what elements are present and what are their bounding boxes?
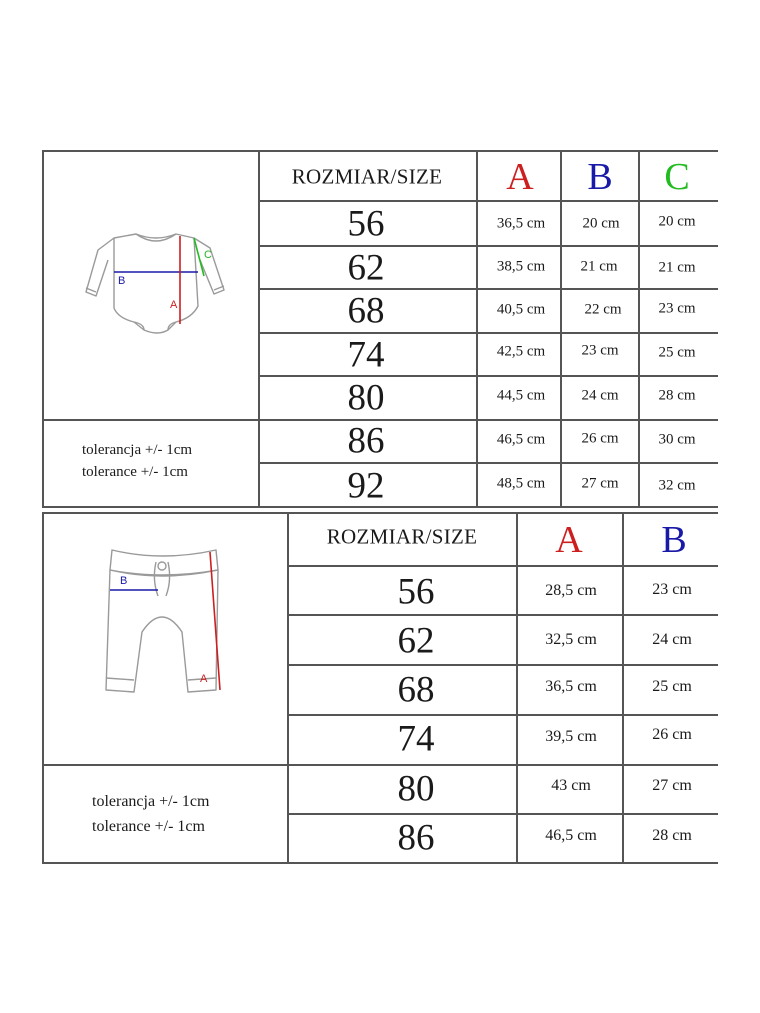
size-value: 74	[347, 334, 385, 376]
measure-b: 26 cm	[581, 430, 619, 447]
tolerance-pl: tolerancja +/- 1cm	[92, 793, 210, 810]
row-divider	[258, 245, 718, 247]
row-divider	[287, 813, 718, 815]
col-header-b: B	[587, 156, 613, 198]
tolerance-note	[92, 789, 209, 839]
measure-b: 24 cm	[652, 631, 692, 648]
measure-b: 21 cm	[580, 258, 618, 275]
measure-c: 20 cm	[658, 213, 696, 230]
measure-a: 42,5 cm	[496, 343, 546, 360]
row-divider	[287, 714, 718, 716]
measure-b: 28 cm	[652, 827, 692, 844]
row-divider	[287, 664, 718, 666]
size-value: 92	[347, 465, 385, 507]
col-divider	[476, 150, 478, 507]
row-divider	[258, 332, 718, 334]
col-header-a: A	[506, 156, 534, 198]
measure-b: 27 cm	[581, 475, 619, 492]
size-value: 86	[347, 420, 385, 462]
diagram-label-a: A	[200, 673, 208, 685]
measure-c: 32 cm	[658, 477, 696, 494]
measure-a: 28,5 cm	[545, 582, 597, 599]
measure-a: 48,5 cm	[496, 475, 546, 492]
row-divider	[258, 462, 718, 464]
measure-a: 38,5 cm	[496, 258, 546, 275]
size-value: 86	[397, 817, 435, 859]
tolerance-note	[82, 439, 192, 483]
measure-c: 25 cm	[658, 344, 696, 361]
col-divider	[516, 512, 518, 863]
row-divider	[258, 288, 718, 290]
measure-c: 30 cm	[658, 431, 696, 448]
col-divider	[638, 150, 640, 507]
measure-b: 23 cm	[652, 581, 692, 598]
size-value: 62	[347, 247, 385, 289]
measure-a: 43 cm	[551, 777, 591, 794]
size-value: 68	[347, 290, 385, 332]
row-divider	[258, 375, 718, 377]
measure-b: 24 cm	[581, 387, 619, 404]
col-header-b: B	[661, 519, 687, 561]
measure-b: 20 cm	[582, 215, 620, 232]
diagram-label-a: A	[170, 299, 178, 311]
measure-a: 46,5 cm	[545, 827, 597, 844]
size-value: 56	[397, 571, 435, 613]
measure-c: 28 cm	[658, 387, 696, 404]
size-value: 80	[397, 768, 435, 810]
measure-a: 44,5 cm	[496, 387, 546, 404]
col-header-c: C	[664, 156, 690, 198]
measure-a: 36,5 cm	[545, 678, 597, 695]
diagram-label-c: C	[204, 249, 212, 261]
row-divider	[42, 764, 718, 766]
measure-a: 40,5 cm	[496, 301, 546, 318]
measure-b: 25 cm	[652, 678, 692, 695]
pants-diagram	[98, 540, 248, 710]
size-value: 80	[347, 377, 385, 419]
table-border	[42, 150, 718, 152]
table-border	[42, 512, 718, 514]
measure-c: 21 cm	[658, 259, 696, 276]
row-divider	[287, 614, 718, 616]
measure-a: 32,5 cm	[545, 631, 597, 648]
size-value: 74	[397, 718, 435, 760]
measure-b: 22 cm	[584, 301, 622, 318]
size-value: 56	[347, 203, 385, 245]
row-divider	[287, 565, 718, 567]
size-header: ROZMIAR/SIZE	[291, 164, 443, 189]
measure-c: 23 cm	[658, 300, 696, 317]
diagram-label-b: B	[120, 575, 128, 587]
col-divider	[258, 150, 260, 507]
table-border	[42, 150, 44, 507]
measure-a: 46,5 cm	[496, 431, 546, 448]
measure-a: 39,5 cm	[545, 728, 597, 745]
col-divider	[622, 512, 624, 863]
col-header-a: A	[555, 519, 583, 561]
measure-a: 36,5 cm	[496, 215, 546, 232]
size-value: 62	[397, 620, 435, 662]
tolerance-pl: tolerancja +/- 1cm	[82, 442, 193, 458]
tolerance-en: tolerance +/- 1cm	[82, 464, 188, 480]
table-border	[42, 512, 44, 863]
row-divider	[258, 200, 718, 202]
size-header: ROZMIAR/SIZE	[326, 524, 478, 549]
diagram-label-b: B	[118, 275, 126, 287]
tolerance-en: tolerance +/- 1cm	[92, 818, 205, 835]
bodysuit-diagram	[78, 226, 238, 346]
col-divider	[560, 150, 562, 507]
table-border	[42, 862, 718, 864]
measure-b: 23 cm	[581, 342, 619, 359]
measure-b: 26 cm	[652, 726, 692, 743]
measure-b: 27 cm	[652, 777, 692, 794]
size-value: 68	[397, 669, 435, 711]
col-divider	[287, 512, 289, 863]
